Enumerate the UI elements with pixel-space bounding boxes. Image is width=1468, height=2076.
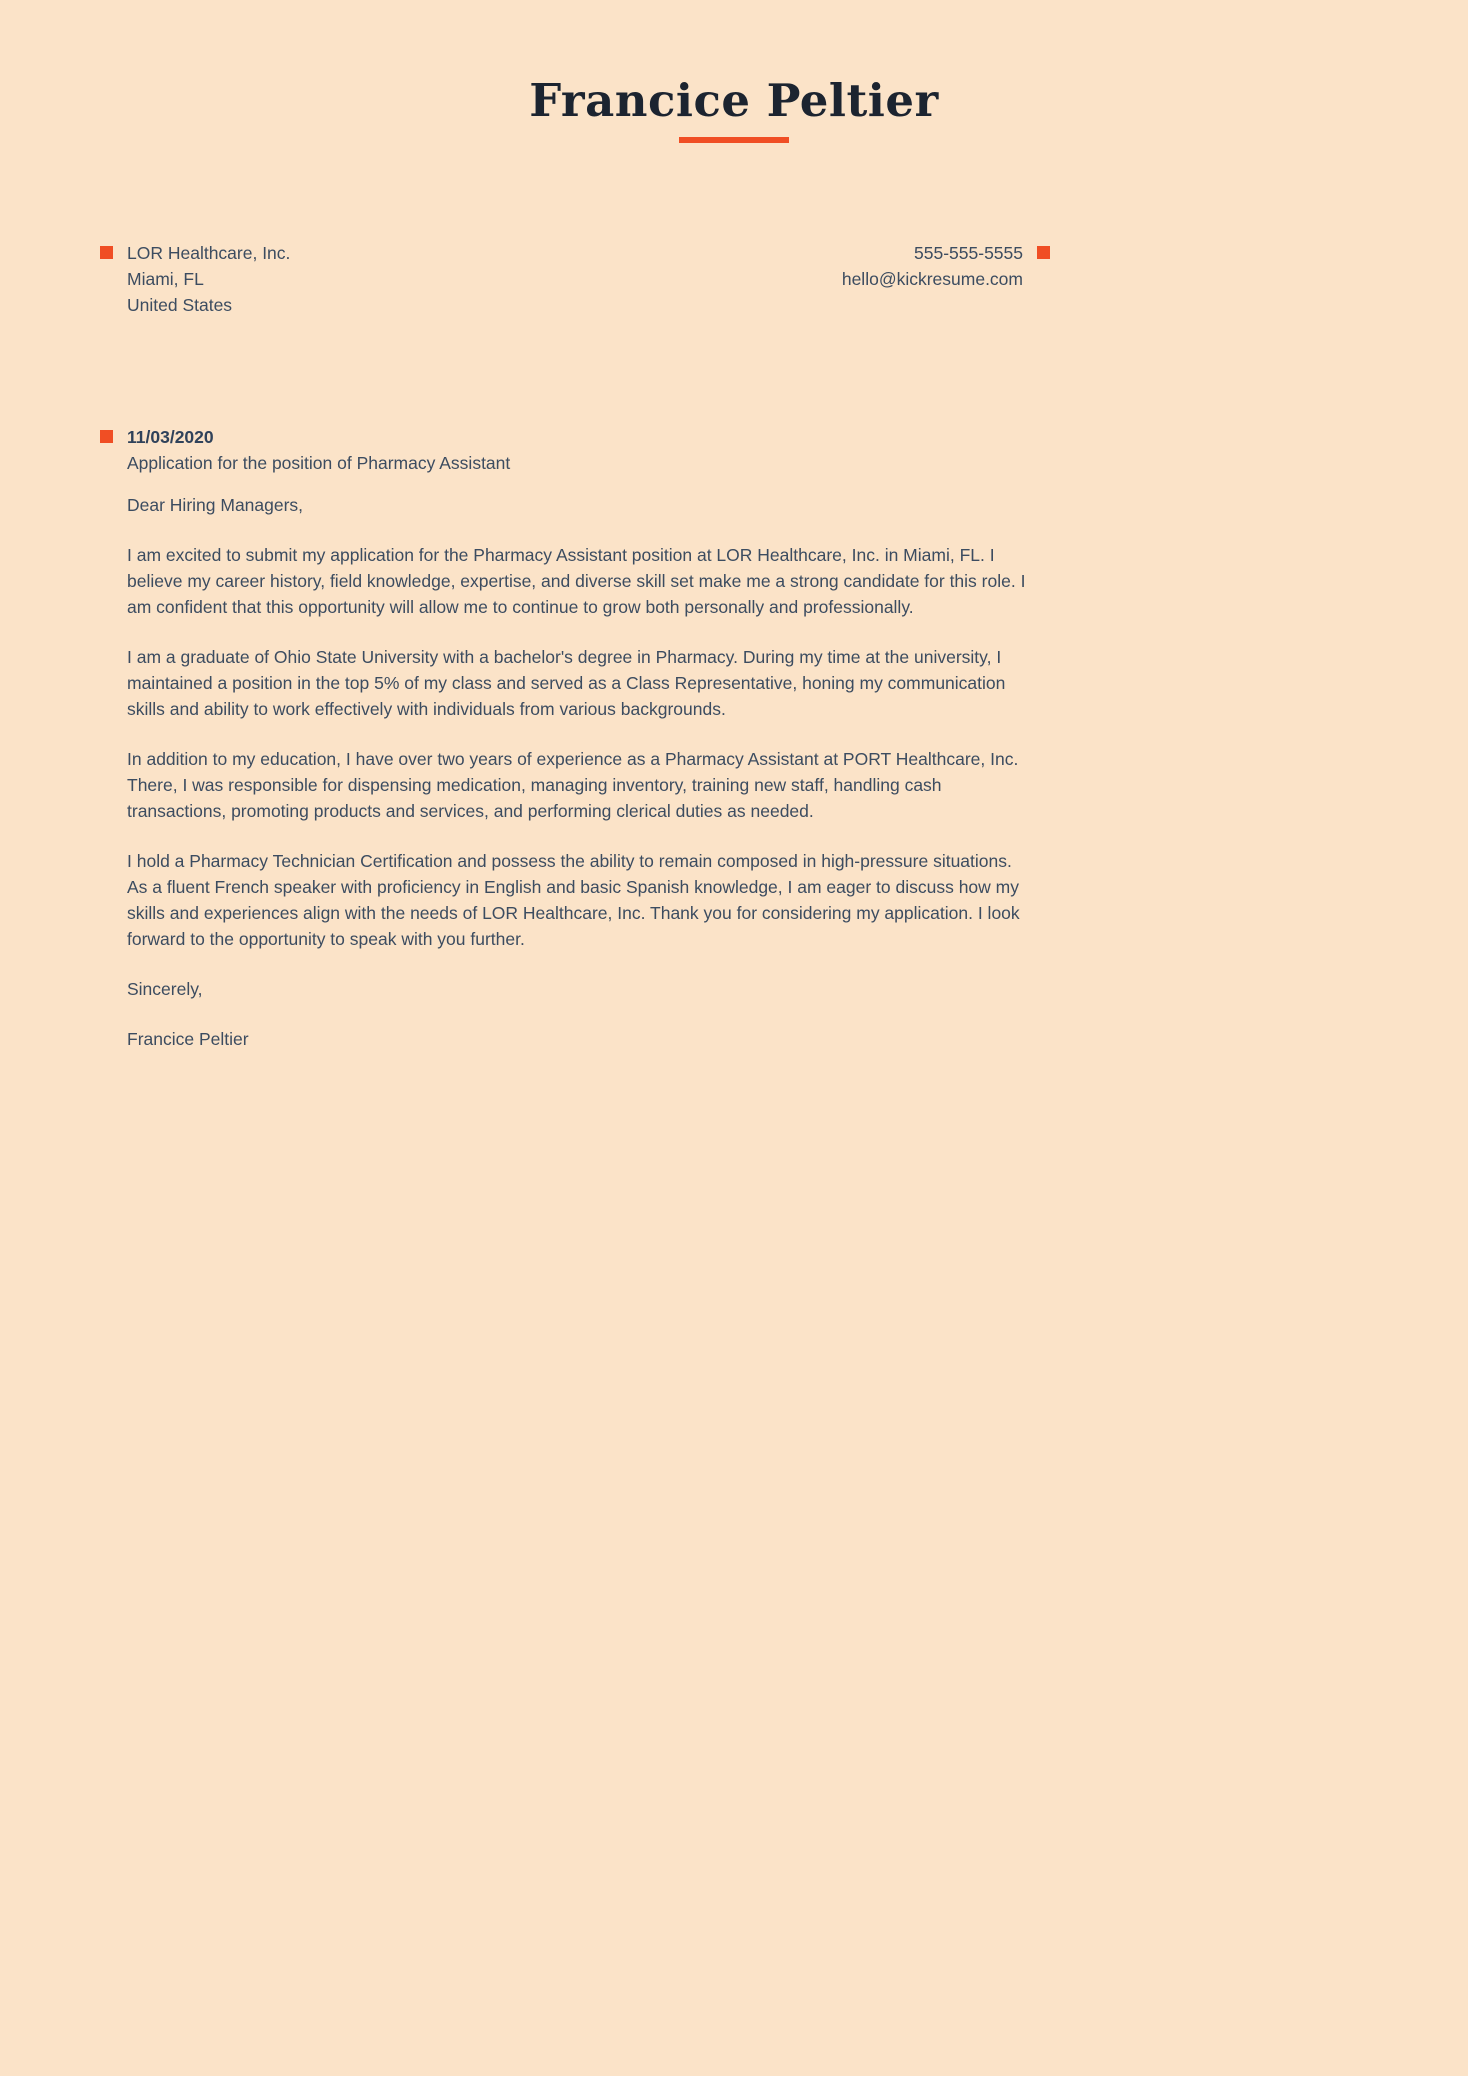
accent-square-icon <box>100 246 113 259</box>
title-underline <box>679 137 789 143</box>
letter-header <box>0 0 1468 143</box>
date-subject-section <box>100 424 1050 476</box>
letter-date: 11/03/2020 <box>127 427 214 447</box>
contact-section <box>100 240 1050 318</box>
accent-square-icon <box>100 430 113 443</box>
accent-square-icon <box>1037 246 1050 259</box>
page-title: Francice Peltier <box>529 74 939 127</box>
letter-subject: Application for the position of Pharmacy Assistant <box>127 453 511 473</box>
contact-email: hello@kickresume.com <box>841 269 1023 289</box>
recipient-city: Miami, FL <box>127 269 204 289</box>
contact-phone: 555-555-5555 <box>914 243 1023 263</box>
signature: Francice Peltier <box>127 1029 249 1049</box>
paragraph: I am excited to submit my application for the Pharmacy Assistant position at LOR Healthcare, Inc. in Miami, FL. I believe my career history, field knowledge, expertise, and diverse skill set make me a strong candidate for this role. I am confident that this opportunity will allow me to continue to grow both personally and professionally. <box>127 545 1026 617</box>
paragraph: In addition to my education, I have over two years of experience as a Pharmacy Assistant at PORT Healthcare, Inc. There, I was responsible for dispensing medication, managing inventory, training new staff, handling cash transactions, promoting products and services, and performing clerical duties as needed. <box>127 749 1019 821</box>
closing: Sincerely, <box>127 979 203 999</box>
letter-body <box>127 492 1027 1052</box>
paragraph: I am a graduate of Ohio State University with a bachelor's degree in Pharmacy. During my time at the university, I maintained a position in the top 5% of my class and served as a Class Representative, honing my communication skills and ability to work effectively with individuals from various backgrounds. <box>127 647 1006 719</box>
recipient-company: LOR Healthcare, Inc. <box>127 243 291 263</box>
salutation: Dear Hiring Managers, <box>127 495 304 515</box>
recipient-country: United States <box>127 295 233 315</box>
paragraph: I hold a Pharmacy Technician Certification and possess the ability to remain composed in high-pressure situations. As a fluent French speaker with proficiency in English and basic Spanish knowledge, I am eager to discuss how my skills and experiences align with the needs of LOR Healthcare, Inc. Thank you for considering my application. I look forward to the opportunity to speak with you further. <box>127 851 1020 949</box>
letter-content <box>100 240 1050 1052</box>
sender-contact-block <box>842 240 1023 292</box>
